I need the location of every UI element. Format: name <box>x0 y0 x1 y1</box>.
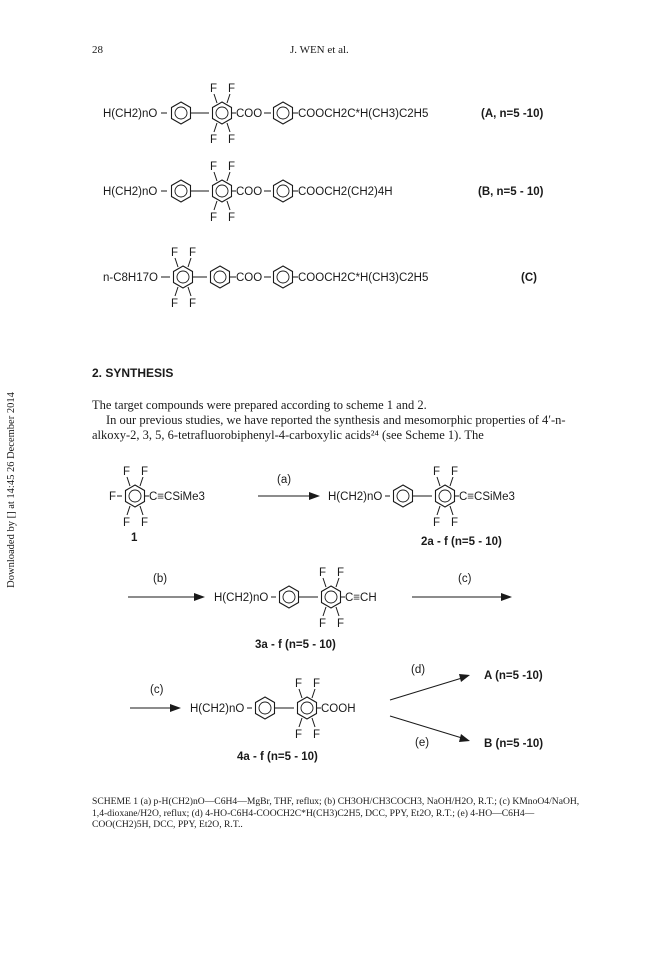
step-a-label: (a) <box>277 474 292 486</box>
compound-1-group: C≡CSiMe3 <box>149 491 205 503</box>
compound-2-alkoxy: H(CH2)nO <box>328 491 383 503</box>
structure-a <box>103 83 543 146</box>
scheme-row-1 <box>109 466 515 548</box>
scheme-caption: SCHEME 1 (a) p-H(CH2)nO—C6H4—MgBr, THF, reflux; (b) CH3OH/CH3COCH3, NaOH/H2O, R.T.; (c) KMnoO4/NaOH, 1,4-dioxane/H2O, reflux; (d) 4-HO-C6H4-COOCH2C*H(CH3)C2H5, DCC, PPY, Et2O, R.T.; (e) 4-HO—C6H4—COO(CH2)5H, DCC, PPY, Et2O, R.T.. <box>92 796 580 830</box>
step-e-label: (e) <box>415 737 430 749</box>
structure-b-left: H(CH2)nO <box>103 186 158 198</box>
structure-b-tag: (B, n=5 - 10) <box>478 186 544 198</box>
structure-c <box>103 247 537 310</box>
structure-c-right: COOCH2C*H(CH3)C2H5 <box>298 272 429 284</box>
structure-b <box>103 161 544 224</box>
page-number: 28 <box>92 44 103 56</box>
structure-a-right: COOCH2C*H(CH3)C2H5 <box>298 108 429 120</box>
compound-4-alkoxy: H(CH2)nO <box>190 703 245 715</box>
paragraph-2: In our previous studies, we have reported the synthesis and mesomorphic properties of 4′-n-alkoxy-2, 3, 5, 6-tetrafluorobiphenyl-4-carboxylic acids²⁴ (see Scheme 1). The <box>92 413 566 442</box>
structure-a-left: H(CH2)nO <box>103 108 158 120</box>
structure-c-tag: (C) <box>521 272 537 284</box>
svg-text:COO: COO <box>236 108 263 120</box>
chemical-structures: F H(CH2)nO COO COOCH2C*H(CH3)C2H5 (A, n=5 -10) H(CH2)nO COO COOCH2(CH2)4H (B, n=5 - 10) n-C8H17O COO COOCH2C*H(CH3)C2H5 (C) F C≡CSiMe3 1 (a) H(CH2)nO C≡CSiMe3 2a - f (n=5 - 10) (b) H(CH2)nO C≡CH (c) 3a - f (n=5 - 10) (c) H(CH2)nO COOH 4a - f (n=5 - 10) (d) (e) A (n=5 -10) B (n=5 -10) <box>6 21 544 763</box>
compound-3-group: C≡CH <box>345 592 377 604</box>
product-b-label: B (n=5 -10) <box>484 738 544 750</box>
structure-c-left: n-C8H17O <box>103 272 158 284</box>
compound-2-label: 2a - f (n=5 - 10) <box>421 536 502 548</box>
compound-4-group: COOH <box>321 703 356 715</box>
structure-b-right: COOCH2(CH2)4H <box>298 186 393 198</box>
step-c-label-2: (c) <box>150 684 164 696</box>
running-title: J. WEN et al. <box>290 44 349 56</box>
section-title: 2. SYNTHESIS <box>92 366 174 380</box>
compound-1-label: 1 <box>131 532 138 544</box>
body-text <box>92 398 582 443</box>
scheme-row-2 <box>128 567 512 651</box>
step-c-label-1: (c) <box>458 573 472 585</box>
svg-text:COO: COO <box>236 272 263 284</box>
compound-4-label: 4a - f (n=5 - 10) <box>237 751 318 763</box>
scheme-row-3 <box>130 664 543 763</box>
svg-text:F: F <box>109 491 117 503</box>
compound-3-label: 3a - f (n=5 - 10) <box>255 639 336 651</box>
step-b-label: (b) <box>153 573 168 585</box>
compound-2-group: C≡CSiMe3 <box>459 491 515 503</box>
step-d-label: (d) <box>411 664 426 676</box>
structure-a-tag: (A, n=5 -10) <box>481 108 544 120</box>
side-download-note: Downloaded by [] at 14:45 26 December 2014 <box>6 392 17 588</box>
product-a-label: A (n=5 -10) <box>484 670 543 682</box>
svg-text:COO: COO <box>236 186 263 198</box>
paragraph-1: The target compounds were prepared according to scheme 1 and 2. <box>92 398 427 412</box>
compound-3-alkoxy: H(CH2)nO <box>214 592 269 604</box>
